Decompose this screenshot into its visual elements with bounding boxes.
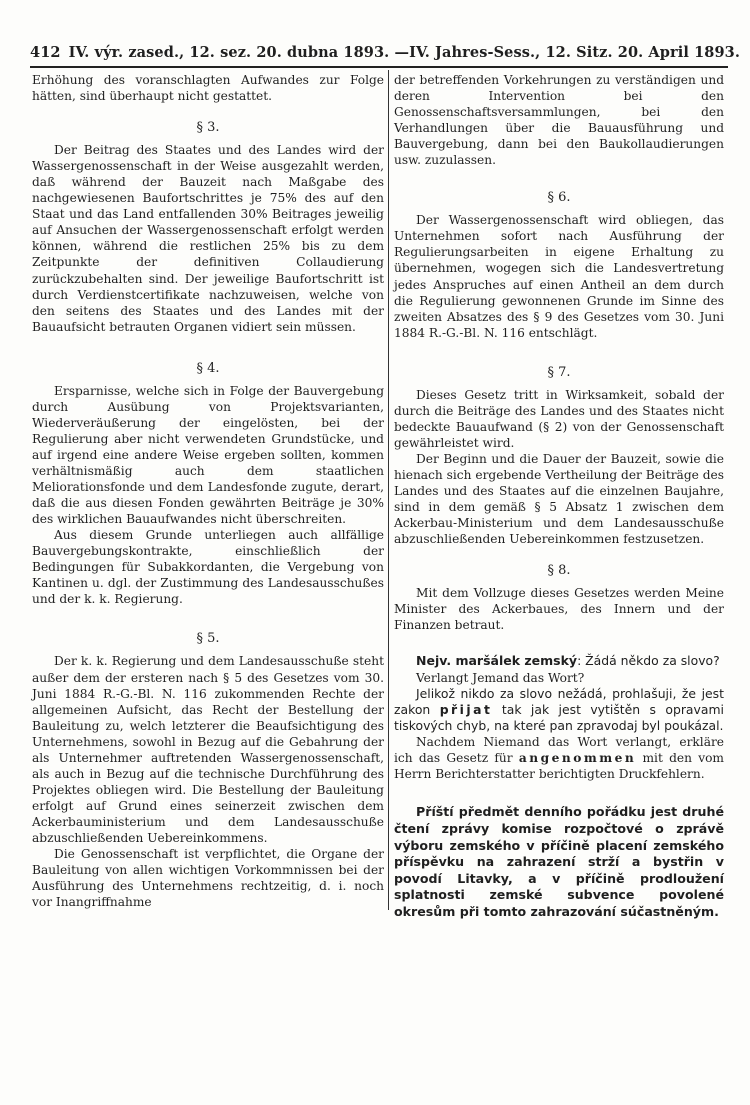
right-column (394, 72, 724, 921)
spacer (394, 633, 724, 653)
speech-de-2c: mit den vom Herrn Berichterstatter berichtigten Druckfehlern. (394, 751, 724, 782)
speaker-line-cz (394, 653, 724, 669)
section-5-text-2: Die Genossenschaft ist verpflichtet, die Organe der Bauleitung von allen wichtigen Vorkommnissen bei der Ausführung des Unternehmens rechtzeitig, d. i. noch vor Inangriffnahme (32, 847, 384, 910)
speech-cz-2a: Jelikož nikdo za slovo nežádá, prohlašuji, že jest zakon (394, 685, 724, 717)
speech-de-1: Verlangt Jemand das Wort? (416, 670, 585, 685)
header-german: IV. Jahres-Sess., 12. Sitz. 20. April 1893. (409, 43, 741, 61)
section-4-text-1: Ersparnisse, welche sich in Folge der Bauvergebung durch Ausübung von Projektsvarianten, Wiederveräußerung der eingelösten, bei der Regulierung aber nicht verwendeten Grundstücke, und auf irgend eine andere Weise ergeben sollten, kommen verhältnismäßig auch dem staatlichen Meliorationsfonde und dem Landesfonde zugute, derart, daß die aus diesen Fonden gewährten Beiträge je 30% des wirklichen Bauaufwandes nicht überschreiten. (32, 383, 384, 527)
column-divider (388, 70, 389, 910)
page-header (30, 38, 741, 66)
header-rule (30, 66, 728, 68)
section-6-text: Der Wassergenossenschaft wird obliegen, das Unternehmen sofort nach Ausführung der Regulierungsarbeiten in eigene Erhaltung zu übernehmen, wogegen sich die Landesvertretung jedes Anspruches auf einen Antheil an dem durch die Regulierung gewonnenen Grunde im Sinne des zweiten Absatzes des § 9 des Gesetzes vom 30. Juni 1884 R.-G.-Bl. N. 116 entschlägt. (394, 213, 724, 340)
section-6-title: § 6. (547, 190, 571, 206)
continuation-paragraph: der betreffenden Vorkehrungen zu verständigen und deren Intervention bei den Genossenschaftsversammlungen, bei den Verhandlungen über die Bauausführung und Bauvergebung, dann bei den Baukollaudierungen usw. zuzulassen. (394, 73, 724, 168)
spacer (394, 782, 724, 804)
speech-de-2a: Nachdem Niemand das Wort verlangt, erkläre ich das Gesetz für (394, 735, 724, 766)
intro-paragraph: Erhöhung des voranschlagten Aufwandes zur Folge hätten, sind überhaupt nicht gestattet. (32, 73, 384, 104)
section-5-text-1: Der k. k. Regierung und dem Landesausschuße steht außer dem der ersteren nach § 5 des Gesetzes vom 30. Juni 1884 R.-G.-Bl. N. 116 zukommenden Rechte der allgemeinen Aufsicht, das Recht der Bestellung der Bauleitung zu, welch letzterer die Beaufsichtigung des Unternehmens, sowohl in Bezug auf die Gebahrung der als Unternehmer auftretenden Wassergenossenschaft, als auch in Bezug auf die technische Durchführung des Projektes obliegen wird. Die Bestellung der Bauleitung erfolgt auf Grund eines seinerzeit zwischen dem Ackerbauministerium und dem Landesausschuße abzuschließenden Uebereinkommens. (32, 654, 384, 845)
section-8-text: Mit dem Vollzuge dieses Gesetzes werden Meine Minister des Ackerbaues, des Innern und der Finanzen betraut. (394, 586, 724, 633)
section-7-title: § 7. (547, 364, 571, 380)
section-4-title: § 4. (196, 360, 220, 376)
left-column (32, 72, 384, 910)
section-8-title: § 8. (547, 563, 571, 579)
section-3-text: Der Beitrag des Staates und des Landes wird der Wassergenossenschaft in der Weise ausgezahlt werden, daß während der Bauzeit nach Maßgabe des nachgewiesenen Baufortschrittes je 75% des auf den Staat und das Land entfallenden 30% Beitrages jeweilig auf Ansuchen der Wassergenossenschaft erfolgt werden können, während die restlichen 25% bis zu dem Zeitpunkte der definitiven Collaudierung zurückzubehalten sind. Der jeweilige Baufortschritt ist durch Verdienstcertifikate nachzuweisen, welche von den seitens des Staates und des Landes mit der Bauaufsicht betrauten Organen vidiert sein müssen. (32, 143, 384, 334)
header-czech: IV. výr. zased., 12. sez. 20. dubna 1893. — (68, 43, 410, 61)
speaker-name: Nejv. maršálek zemský (416, 653, 578, 669)
section-7-text-2: Der Beginn und die Dauer der Bauzeit, sowie die hienach sich ergebende Vertheilung der Beiträge des Landes und des Staates auf die einzelnen Baujahre, sind in dem gemäß § 5 Absatz 1 zwischen dem Ackerbau-Ministerium und dem Landesausschuße abzuschließenden Uebereinkommen festzusetzen. (394, 451, 724, 547)
page-number: 412 (30, 43, 61, 61)
section-7-text-1: Dieses Gesetz tritt in Wirksamkeit, sobald der durch die Beiträge des Landes und des Staates nicht bedeckte Bauaufwand (§ 2) von der Genossenschaft gewährleistet wird. (394, 387, 724, 450)
next-agenda-item: Příští předmět denního pořádku jest druhé čtení zprávy komise rozpočtové o zprávě výboru zemského v příčině placení zemského příspěvku na zahrazení strží a bystřin v povodí Litavky, a v příčině prodloužení splatnosti zemské subvence povolené okresům při tomto zahrazování súčastněným. (394, 804, 724, 919)
speech-cz-2 (394, 686, 724, 735)
speech-cz-2c: tak jak jest vytištěn s opravami tiskových chyb, na které pan zpravodaj byl poukázal. (394, 701, 724, 734)
section-3-title: § 3. (196, 120, 220, 136)
speech-cz-2b: přijat (439, 701, 493, 717)
speech-de-2 (394, 734, 724, 782)
speech-de-2b: angenommen (518, 751, 637, 766)
section-5-title: § 5. (196, 631, 220, 647)
section-4-text-2: Aus diesem Grunde unterliegen auch allfällige Bauvergebungskontrakte, einschließlich der Bedingungen für Subakkordanten, die Vergebung von Kantinen u. dgl. der Zustimmung des Landesausschußes und der k. k. Regierung. (32, 528, 384, 607)
speech-cz-1: : Žádá někdo za slovo? (577, 653, 720, 669)
